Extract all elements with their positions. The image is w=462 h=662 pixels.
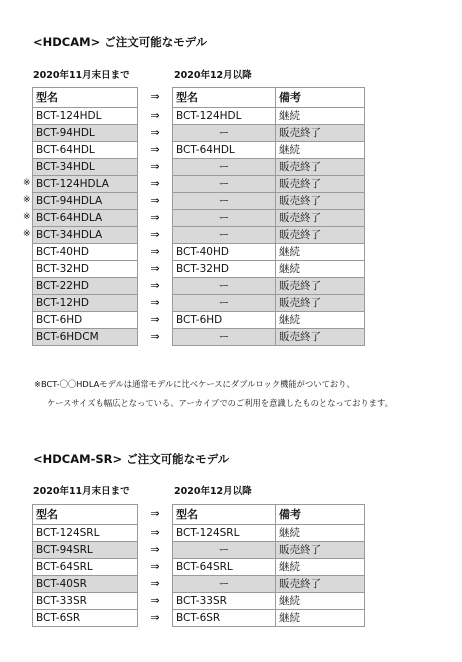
table-row [173, 329, 365, 346]
new-model-cell: ー [173, 278, 276, 295]
table-row [173, 142, 365, 159]
old-model-cell: BCT-33SR [33, 593, 138, 610]
old-model-cell: BCT-12HD [33, 295, 138, 312]
new-model-cell: ー [173, 176, 276, 193]
status-cell: 販売終了 [276, 278, 365, 295]
table-row [33, 542, 138, 559]
asterisk-mark: ※ [23, 195, 31, 205]
status-cell: 販売終了 [276, 295, 365, 312]
hdcam-old-table [32, 87, 138, 346]
new-model-cell: ー [173, 329, 276, 346]
status-cell: 販売終了 [276, 125, 365, 142]
table-row [173, 193, 365, 210]
table-row [33, 108, 138, 125]
old-model-cell: BCT-94SRL [33, 542, 138, 559]
arrow-icon: ⇒ [150, 109, 160, 122]
table-row [173, 159, 365, 176]
arrow-icon: ⇒ [150, 126, 160, 139]
hdcam-sr-after-label: 2020年12月以降 [174, 486, 252, 497]
arrow-icon: ⇒ [150, 296, 160, 309]
new-model-cell: BCT-6SR [173, 610, 276, 627]
hdcam-sr-old-table [32, 504, 138, 627]
table-row [173, 244, 365, 261]
arrow-icon: ⇒ [150, 330, 160, 343]
arrow-icon: ⇒ [150, 611, 160, 624]
old-model-cell: BCT-32HD [33, 261, 138, 278]
new-model-cell: BCT-32HD [173, 261, 276, 278]
table-row [33, 210, 138, 227]
status-cell: 販売終了 [276, 576, 365, 593]
new-model-cell: BCT-124SRL [173, 525, 276, 542]
hdcam-until-label: 2020年11月末日まで [33, 70, 130, 81]
hdcam-old-table-body [33, 88, 138, 346]
old-model-cell: BCT-124HDLA [33, 176, 138, 193]
arrow-icon: ⇒ [150, 594, 160, 607]
asterisk-mark: ※ [23, 229, 31, 239]
new-model-cell: ー [173, 210, 276, 227]
table-row [173, 108, 365, 125]
status-cell: 継続 [276, 108, 365, 125]
new-model-cell: ー [173, 227, 276, 244]
hdcam-sr-new-table [172, 504, 365, 627]
table-row [33, 576, 138, 593]
new-model-cell: BCT-33SR [173, 593, 276, 610]
table-row [173, 576, 365, 593]
status-cell: 継続 [276, 261, 365, 278]
new-model-cell: BCT-6HD [173, 312, 276, 329]
hdcam-new-table [172, 87, 365, 346]
table-row [33, 244, 138, 261]
table-row [173, 176, 365, 193]
arrow-icon: ⇒ [150, 143, 160, 156]
table-row [33, 261, 138, 278]
hdcam-new-header-model: 型名 [173, 88, 276, 108]
status-cell: 継続 [276, 593, 365, 610]
table-row [173, 559, 365, 576]
table-row [33, 312, 138, 329]
table-row [173, 261, 365, 278]
table-row [173, 542, 365, 559]
arrow-icon: ⇒ [150, 560, 160, 573]
table-row [173, 312, 365, 329]
hdcam-sr-new-table-body [173, 505, 365, 627]
table-row [33, 193, 138, 210]
new-model-cell: ー [173, 542, 276, 559]
status-cell: 販売終了 [276, 329, 365, 346]
arrow-icon: ⇒ [150, 177, 160, 190]
hdcam-new-header-note: 備考 [276, 88, 365, 108]
hdcam-note-line-1: ※BCT-〇〇HDLAモデルは通常モデルに比べケースにダブルロック機能がついており、 [34, 379, 355, 389]
old-model-cell: BCT-64HDLA [33, 210, 138, 227]
arrow-icon: ⇒ [150, 211, 160, 224]
table-row [33, 593, 138, 610]
hdcam-section-title: <HDCAM> ご注文可能なモデル [33, 35, 208, 49]
table-row [33, 525, 138, 542]
table-row [33, 159, 138, 176]
table-row [33, 610, 138, 627]
table-row [33, 125, 138, 142]
old-model-cell: BCT-124SRL [33, 525, 138, 542]
table-row [33, 278, 138, 295]
table-row [33, 142, 138, 159]
table-row [173, 227, 365, 244]
old-model-cell: BCT-40SR [33, 576, 138, 593]
hdcam-sr-section-title: <HDCAM-SR> ご注文可能なモデル [33, 452, 230, 466]
old-model-cell: BCT-94HDLA [33, 193, 138, 210]
old-model-cell: BCT-6SR [33, 610, 138, 627]
arrow-icon: ⇒ [150, 279, 160, 292]
status-cell: 販売終了 [276, 542, 365, 559]
hdcam-note-line-2: ケースサイズも幅広となっている、アーカイブでのご利用を意識したものとなっております。 [47, 398, 393, 408]
table-row [173, 125, 365, 142]
hdcam-after-label: 2020年12月以降 [174, 70, 252, 81]
table-row [33, 227, 138, 244]
hdcam-sr-until-label: 2020年11月末日まで [33, 486, 130, 497]
hdcam-sr-new-header-model: 型名 [173, 505, 276, 525]
new-model-cell: BCT-40HD [173, 244, 276, 261]
asterisk-mark: ※ [23, 212, 31, 222]
table-row [173, 610, 365, 627]
arrow-icon: ⇒ [150, 526, 160, 539]
old-model-cell: BCT-6HD [33, 312, 138, 329]
status-cell: 継続 [276, 244, 365, 261]
asterisk-mark: ※ [23, 178, 31, 188]
new-model-cell: ー [173, 295, 276, 312]
status-cell: 継続 [276, 525, 365, 542]
status-cell: 販売終了 [276, 159, 365, 176]
old-model-cell: BCT-34HDL [33, 159, 138, 176]
status-cell: 継続 [276, 142, 365, 159]
old-model-cell: BCT-22HD [33, 278, 138, 295]
arrow-icon: ⇒ [150, 313, 160, 326]
new-model-cell: ー [173, 159, 276, 176]
status-cell: 継続 [276, 312, 365, 329]
status-cell: 販売終了 [276, 210, 365, 227]
new-model-cell: ー [173, 576, 276, 593]
status-cell: 継続 [276, 610, 365, 627]
table-row [33, 329, 138, 346]
table-row [173, 210, 365, 227]
old-model-cell: BCT-40HD [33, 244, 138, 261]
new-model-cell: BCT-124HDL [173, 108, 276, 125]
old-model-cell: BCT-6HDCM [33, 329, 138, 346]
table-row [173, 525, 365, 542]
arrow-icon: ⇒ [150, 543, 160, 556]
arrow-icon: ⇒ [150, 228, 160, 241]
hdcam-sr-new-header-note: 備考 [276, 505, 365, 525]
arrow-icon: ⇒ [150, 194, 160, 207]
arrow-icon: ⇒ [150, 507, 160, 520]
old-model-cell: BCT-34HDLA [33, 227, 138, 244]
old-model-cell: BCT-124HDL [33, 108, 138, 125]
table-row [173, 593, 365, 610]
status-cell: 販売終了 [276, 176, 365, 193]
arrow-icon: ⇒ [150, 262, 160, 275]
table-row [33, 176, 138, 193]
status-cell: 販売終了 [276, 227, 365, 244]
status-cell: 販売終了 [276, 193, 365, 210]
table-row [173, 278, 365, 295]
old-model-cell: BCT-64HDL [33, 142, 138, 159]
old-model-cell: BCT-64SRL [33, 559, 138, 576]
arrow-icon: ⇒ [150, 160, 160, 173]
hdcam-sr-old-table-body [33, 505, 138, 627]
status-cell: 継続 [276, 559, 365, 576]
arrow-icon: ⇒ [150, 245, 160, 258]
arrow-icon: ⇒ [150, 577, 160, 590]
hdcam-sr-old-header-model: 型名 [33, 505, 138, 525]
new-model-cell: BCT-64SRL [173, 559, 276, 576]
new-model-cell: BCT-64HDL [173, 142, 276, 159]
table-row [33, 559, 138, 576]
new-model-cell: ー [173, 125, 276, 142]
hdcam-old-header-model: 型名 [33, 88, 138, 108]
hdcam-new-table-body [173, 88, 365, 346]
arrow-icon: ⇒ [150, 90, 160, 103]
new-model-cell: ー [173, 193, 276, 210]
table-row [173, 295, 365, 312]
old-model-cell: BCT-94HDL [33, 125, 138, 142]
table-row [33, 295, 138, 312]
